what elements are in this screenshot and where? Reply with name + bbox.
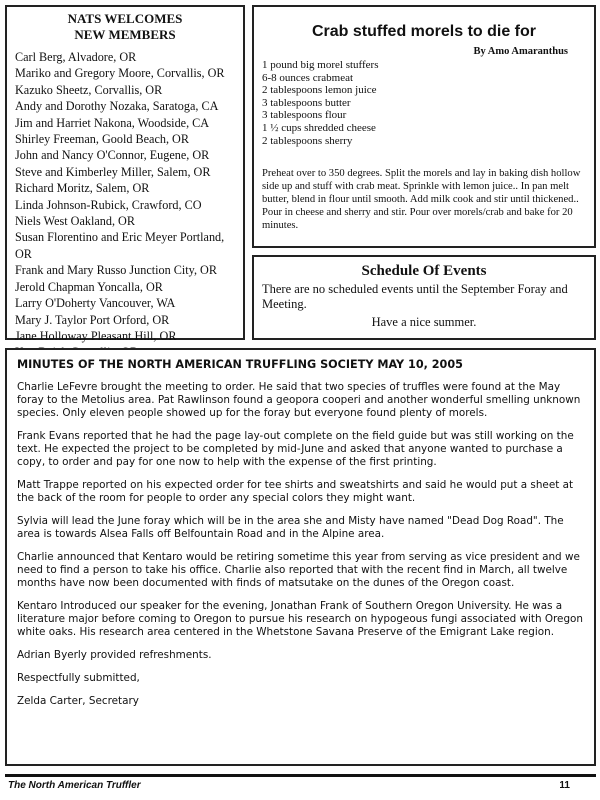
minutes-paragraph: Respectfully submitted, [17, 672, 140, 684]
schedule-box [252, 255, 596, 340]
minutes-paragraph: Adrian Byerly provided refreshments. [17, 649, 212, 661]
recipe-box [252, 5, 596, 248]
recipe-byline: By Amo Amaranthus [473, 46, 568, 57]
member-item: Mariko and Gregory Moore, Corvallis, OR [15, 66, 225, 81]
minutes-box [5, 348, 596, 766]
schedule-closing: Have a nice summer. [371, 315, 477, 329]
footer-publication-name: The North American Truffler [8, 780, 141, 791]
member-item: Richard Moritz, Salem, OR [15, 181, 150, 196]
welcome-title-line1: NATS WELCOMES [67, 11, 183, 26]
member-item: Larry O'Doherty Vancouver, WA [15, 296, 176, 311]
member-item: Shirley Freeman, Goold Beach, OR [15, 132, 189, 147]
member-item: Niels West Oakland, OR [15, 214, 135, 229]
member-list [15, 49, 235, 361]
member-item: Kazuko Sheetz, Corvallis, OR [15, 82, 163, 97]
member-item: John and Nancy O'Connor, Eugene, OR [15, 148, 210, 163]
ingredient-item: 1 ½ cups shredded cheese [262, 121, 376, 134]
minutes-paragraph: Charlie LeFevre brought the meeting to order. He said that two species of truffles were found at the May foray to the Metolius area. Pat Rawlinson found a geopora cooperi and another wonderful smelling unknown species. Only eleven people showed up for the foray but everyone found plenty of morels. [17, 381, 581, 419]
welcome-members-box [5, 5, 245, 343]
member-item: Mary J. Taylor Port Orford, OR [15, 312, 170, 327]
member-item: Jane Holloway Pleasant Hill, OR [15, 328, 177, 343]
minutes-paragraph: Matt Trappe reported on his expected order for tee shirts and sweatshirts and said he would put a sheet at the back of the room for people to order any special colors they might want. [17, 479, 574, 504]
minutes-signature: Zelda Carter, Secretary [17, 695, 139, 707]
schedule-title: Schedule Of Events [361, 263, 487, 279]
welcome-title-line2: NEW MEMBERS [74, 27, 176, 42]
ingredient-list [262, 59, 586, 147]
recipe-instructions: Preheat over to 350 degrees. Split the morels and lay in baking dish hollow side up and stuff with crab meat. Sprinkle with lemon juice.. In pan melt butter, blend in flour until smooth. Add milk cook and stir until thickened.. Pour in cheese and sherry and stir. Pour over morels/crab and bake for 20 minutes. [262, 168, 581, 232]
ingredient-item: 2 tablespoons lemon juice [262, 84, 377, 97]
schedule-text: There are no scheduled events until the September Foray and Meeting. [262, 282, 568, 311]
ingredient-item: 3 tablespoons butter [262, 96, 351, 109]
footer-rule [5, 774, 596, 777]
minutes-paragraph: Sylvia will lead the June foray which will be in the area she and Misty have named "Dead Dog Road". The area is towards Alsea Falls off Belfountain Road and in the Alpine area. [17, 515, 564, 540]
member-item: Susan Florentino and Eric Meyer Portland, OR [15, 230, 225, 261]
member-item: Andy and Dorothy Nozaka, Saratoga, CA [15, 99, 219, 114]
ingredient-item: 6-8 ounces crabmeat [262, 71, 354, 84]
minutes-paragraph: Frank Evans reported that he had the page lay-out complete on the field guide but was still working on the text. He expected the project to be completed by mid-June and asked that anyone wanted to purchase a copy, to order and pay for one now to help with the expense of the first printing. [17, 430, 574, 468]
minutes-paragraph: Charlie announced that Kentaro would be retiring sometime this year from serving as vice president and we need to find a person to take his office. Charlie also reported that with the recent find in March, all twelve months have now been documented with finds of matsutake on the dunes of the Oregon coast. [17, 551, 580, 589]
ingredient-item: 2 tablespoons sherry [262, 134, 353, 147]
member-item: Jim and Harriet Nakona, Woodside, CA [15, 115, 210, 130]
ingredient-item: 3 tablespoons flour [262, 109, 347, 122]
footer-page-number: 11 [559, 780, 570, 791]
ingredient-item: 1 pound big morel stuffers [262, 59, 379, 71]
member-item: Carl Berg, Alvadore, OR [15, 50, 137, 64]
member-item: Frank and Mary Russo Junction City, OR [15, 263, 217, 278]
member-item: Jerold Chapman Yoncalla, OR [15, 279, 163, 294]
minutes-paragraph: Kentaro Introduced our speaker for the evening, Jonathan Frank of Southern Oregon University. He was a literature major before coming to Oregon to pursue his research on hypogeous fungi associated with Oregon white oaks. His research area centered in the Whetstone Savana Preserve of the Emigrant Lake region. [17, 600, 583, 638]
recipe-title: Crab stuffed morels to die for [311, 23, 537, 40]
minutes-title: MINUTES OF THE NORTH AMERICAN TRUFFLING SOCIETY MAY 10, 2005 [17, 358, 463, 371]
member-item: Steve and Kimberley Miller, Salem, OR [15, 164, 211, 179]
member-item: Linda Johnson-Rubick, Crawford, CO [15, 197, 202, 212]
